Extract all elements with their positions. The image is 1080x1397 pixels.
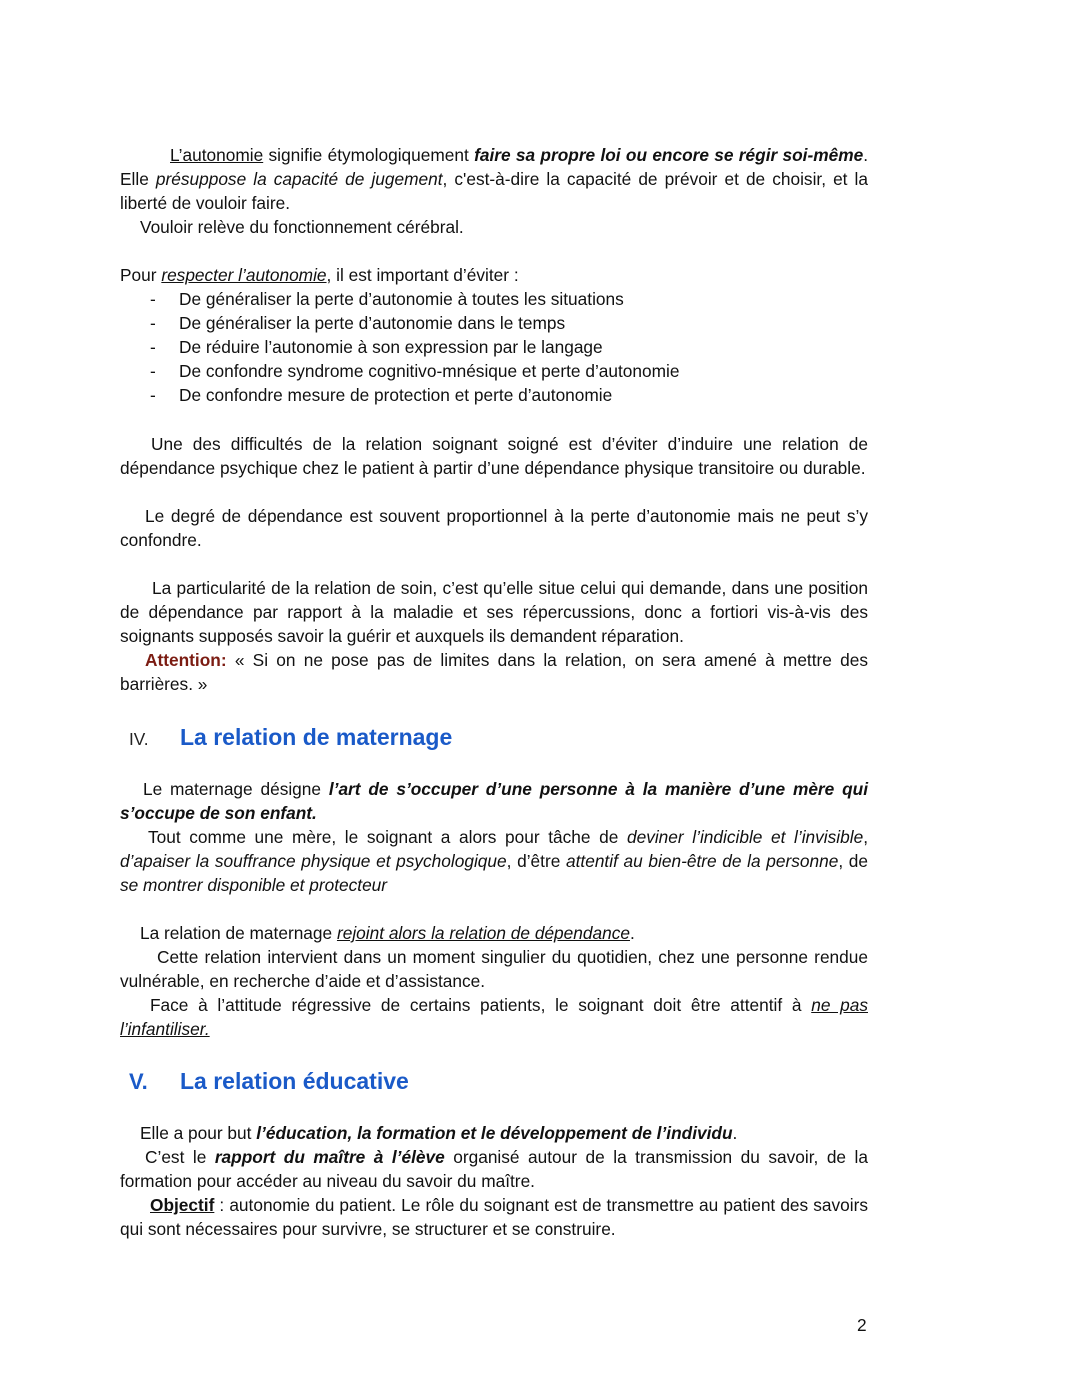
attention-label: Attention: bbox=[145, 650, 227, 670]
paragraph-respect-intro bbox=[120, 263, 868, 287]
section-title: La relation de maternage bbox=[180, 724, 453, 750]
text: C’est le bbox=[145, 1147, 215, 1167]
section-heading-educative bbox=[129, 1066, 409, 1096]
text: Le maternage désigne bbox=[143, 779, 329, 799]
emphasis: respecter l’autonomie bbox=[161, 265, 327, 285]
list-item bbox=[150, 359, 679, 383]
text: Elle a pour but bbox=[140, 1123, 257, 1143]
text: , bbox=[863, 827, 868, 847]
emphasis: rapport du maître à l’élève bbox=[214, 1147, 445, 1167]
bullet-dash: - bbox=[150, 337, 156, 357]
text: , c'est-à-dire la capacité de prévoir et de choisir, et la liberté de vouloir faire. bbox=[120, 169, 868, 213]
emphasis: ne pas l’infantiliser. bbox=[120, 995, 868, 1039]
bullet-dash: - bbox=[150, 361, 156, 381]
text: . bbox=[629, 923, 635, 943]
list-item-text: De confondre syndrome cognitivo-mnésique et perte d’autonomie bbox=[179, 361, 680, 381]
list-item bbox=[150, 287, 624, 311]
paragraph-objectif bbox=[120, 1193, 868, 1241]
emphasis: faire sa propre loi ou encore se régir soi-même bbox=[474, 145, 864, 165]
text: Tout comme une mère, le soignant a alors pour tâche de bbox=[148, 827, 627, 847]
paragraph-rejoint-dependance bbox=[120, 921, 868, 945]
emphasis: se montrer disponible et protecteur bbox=[120, 875, 388, 895]
emphasis: rejoint alors la relation de dépendance bbox=[336, 923, 630, 943]
emphasis: présuppose la capacité de jugement bbox=[155, 169, 443, 189]
paragraph-rapport-maitre bbox=[120, 1145, 868, 1193]
list-item-text: De généraliser la perte d’autonomie à toutes les situations bbox=[179, 289, 624, 309]
list-item bbox=[150, 311, 565, 335]
paragraph-degre-dependance: Le degré de dépendance est souvent proportionnel à la perte d’autonomie mais ne peut s’y confondre. bbox=[120, 506, 868, 550]
text: , d’être bbox=[506, 851, 566, 871]
list-item-text: De réduire l’autonomie à son expression par le langage bbox=[179, 337, 603, 357]
list-item-text: De généraliser la perte d’autonomie dans le temps bbox=[179, 313, 566, 333]
paragraph-dependance: Une des difficultés de la relation soignant soigné est d’éviter d’induire une relation de dépendance psychique chez le patient à partir d’une dépendance physique transitoire ou durable. bbox=[120, 434, 868, 478]
text: . Elle bbox=[120, 145, 869, 189]
paragraph-maternage-definition bbox=[120, 777, 868, 825]
list-item-text: De confondre mesure de protection et perte d’autonomie bbox=[179, 385, 613, 405]
paragraph-autonomy-definition bbox=[120, 143, 868, 215]
text: signifie étymologiquement bbox=[263, 145, 475, 165]
text: , il est important d’éviter : bbox=[326, 265, 519, 285]
section-number: V. bbox=[129, 1069, 148, 1094]
paragraph-face-attitude bbox=[120, 993, 868, 1041]
text: . bbox=[732, 1123, 738, 1143]
list-item bbox=[150, 383, 612, 407]
emphasis: l’éducation, la formation et le développement de l’individu bbox=[256, 1123, 733, 1143]
paragraph-tout-comme bbox=[120, 825, 868, 897]
emphasis: deviner l’indicible et l’invisible bbox=[626, 827, 864, 847]
bullet-dash: - bbox=[150, 385, 156, 405]
paragraph-vouloir: Vouloir relève du fonctionnement cérébral. bbox=[140, 217, 464, 237]
paragraph-attention bbox=[120, 648, 868, 696]
text: Pour bbox=[120, 265, 162, 285]
paragraph-cette-relation: Cette relation intervient dans un moment singulier du quotidien, chez une personne rendue vulnérable, en recherche d’aide et d’assistance. bbox=[120, 947, 868, 991]
text: organisé autour de la transmission du savoir, de la formation pour accéder au niveau du savoir du maître. bbox=[120, 1147, 868, 1191]
bullet-dash: - bbox=[150, 313, 156, 333]
text: , de bbox=[838, 851, 869, 871]
section-title: La relation éducative bbox=[180, 1068, 409, 1094]
page-number: 2 bbox=[857, 1315, 867, 1335]
list-item bbox=[150, 335, 603, 359]
paragraph-but bbox=[120, 1121, 868, 1145]
term-autonomie: L’autonomie bbox=[170, 145, 264, 165]
text: : autonomie du patient. Le rôle du soignant est de transmettre au patient des savoirs qui sont nécessaires pour survivre, se structurer et se construire. bbox=[120, 1195, 868, 1239]
emphasis: attentif au bien-être de la personne bbox=[566, 851, 839, 871]
emphasis: l’art de s’occuper d’une personne à la manière d’une mère qui s’occupe de son enfant. bbox=[120, 779, 868, 823]
quote: « Si on ne pose pas de limites dans la relation, on sera amené à mettre des barrières. » bbox=[120, 650, 868, 694]
text: La relation de maternage bbox=[140, 923, 337, 943]
objectif-label: Objectif bbox=[150, 1195, 215, 1215]
emphasis: d’apaiser la souffrance physique et psychologique bbox=[120, 851, 507, 871]
section-heading-maternage bbox=[129, 722, 452, 752]
text: Face à l’attitude régressive de certains patients, le soignant doit être attentif à bbox=[150, 995, 812, 1015]
section-number: IV. bbox=[129, 729, 149, 749]
bullet-dash: - bbox=[150, 289, 156, 309]
paragraph-particularite: La particularité de la relation de soin, c’est qu’elle situe celui qui demande, dans une position de dépendance par rapport à la maladie et ses répercussions, donc a fortiori vis-à-vis des soignants supposés savoir la guérir et auxquels ils demandent réparation. bbox=[120, 578, 868, 646]
